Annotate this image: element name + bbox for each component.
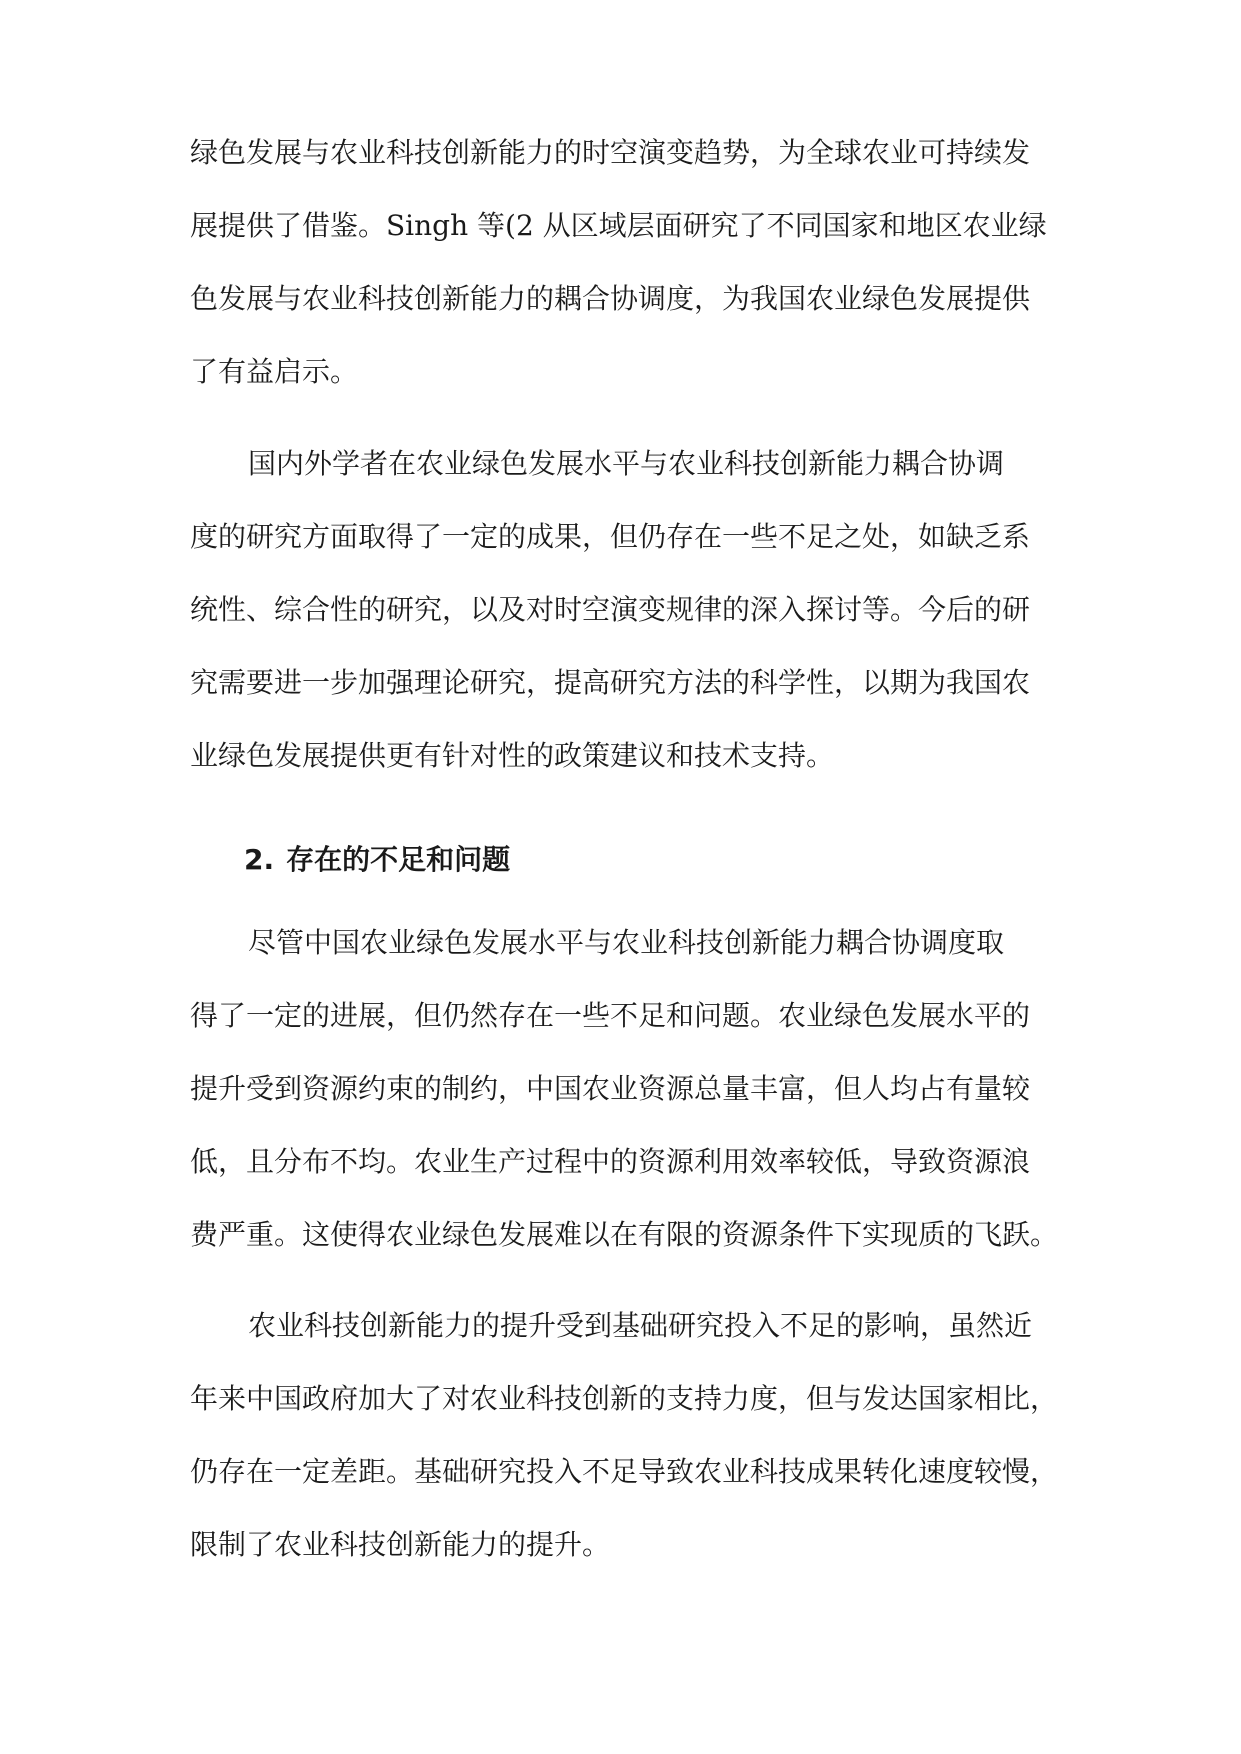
- text-line: 限制了农业科技创新能力的提升。: [190, 1528, 611, 1561]
- text-line: 业绿色发展提供更有针对性的政策建议和技术支持。: [190, 739, 835, 772]
- text-line: 色发展与农业科技创新能力的耦合协调度，为我国农业绿色发展提供: [190, 282, 1031, 315]
- text-line: 得了一定的进展，但仍然存在一些不足和问题。农业绿色发展水平的: [190, 999, 1031, 1032]
- section-heading: [244, 840, 510, 880]
- text-line: 费严重。这使得农业绿色发展难以在有限的资源条件下实现质的飞跃。: [190, 1218, 1059, 1251]
- text-line: 绿色发展与农业科技创新能力的时空演变趋势，为全球农业可持续发: [190, 136, 1031, 169]
- text-line: 年来中国政府加大了对农业科技创新的支持力度，但与发达国家相比，: [190, 1382, 1059, 1415]
- text-line: 了有益启示。: [190, 355, 359, 388]
- text-line: 提升受到资源约束的制约，中国农业资源总量丰富，但人均占有量较: [190, 1072, 1031, 1105]
- text-line: 统性、综合性的研究，以及对时空演变规律的深入探讨等。今后的研: [190, 593, 1031, 626]
- text-line: 仍存在一定差距。基础研究投入不足导致农业科技成果转化速度较慢，: [190, 1455, 1059, 1488]
- text-line: 尽管中国农业绿色发展水平与农业科技创新能力耦合协调度取: [248, 926, 1005, 959]
- section-heading-number: 2.: [244, 843, 275, 876]
- text-line: 低，且分布不均。农业生产过程中的资源利用效率较低，导致资源浪: [190, 1145, 1031, 1178]
- text-line: 农业科技创新能力的提升受到基础研究投入不足的影响，虽然近: [248, 1309, 1033, 1342]
- text-line: 国内外学者在农业绿色发展水平与农业科技创新能力耦合协调: [248, 447, 1005, 480]
- text-line: 度的研究方面取得了一定的成果，但仍存在一些不足之处，如缺乏系: [190, 520, 1031, 553]
- text-line: 展提供了借鉴。Singh 等(2 从区域层面研究了不同国家和地区农业绿: [190, 209, 1047, 242]
- section-heading-text: 存在的不足和问题: [286, 843, 511, 876]
- text-line: 究需要进一步加强理论研究，提高研究方法的科学性，以期为我国农: [190, 666, 1031, 699]
